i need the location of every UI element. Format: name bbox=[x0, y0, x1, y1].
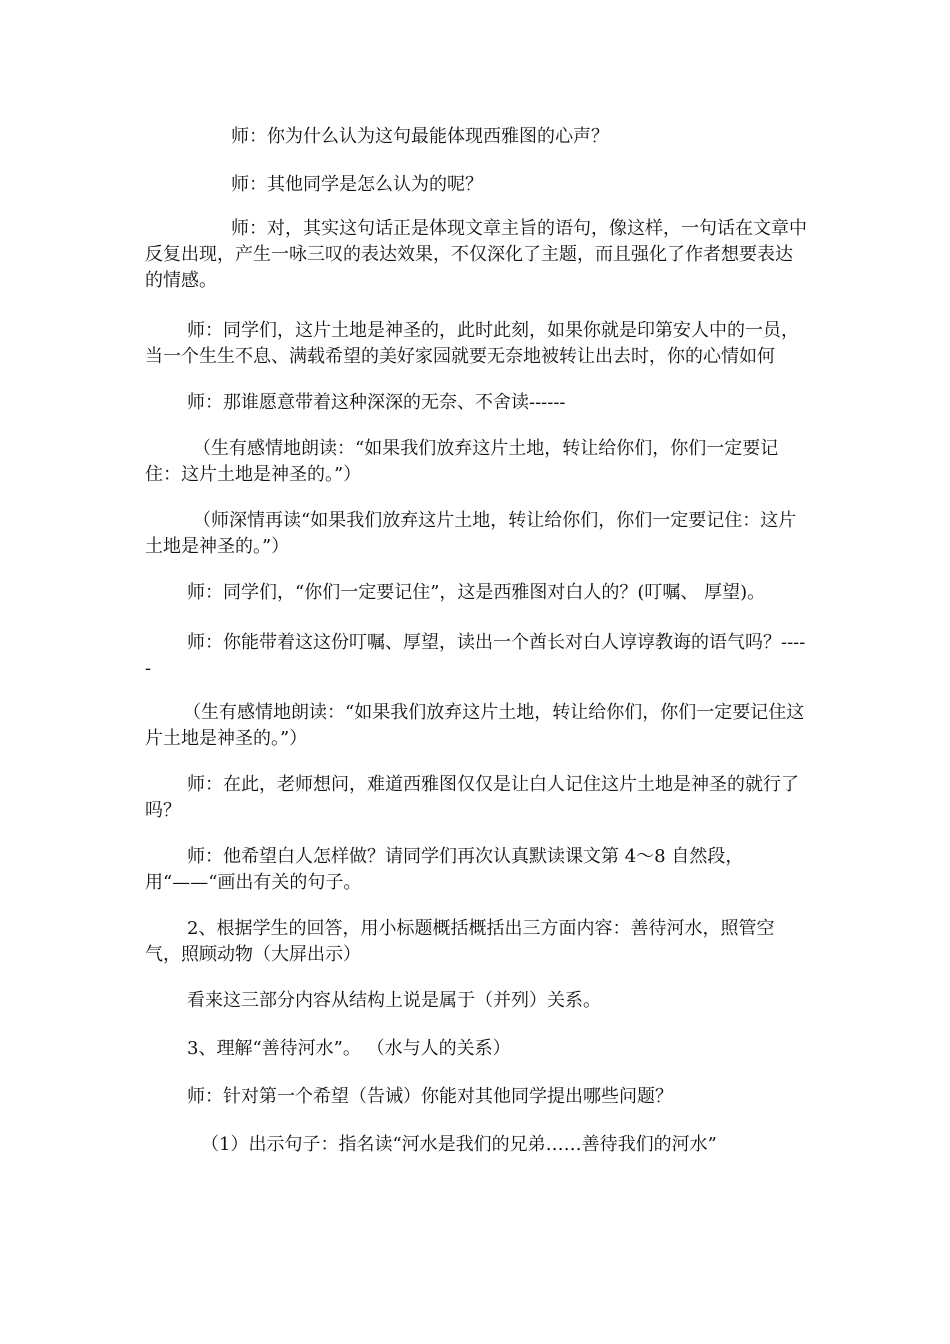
paragraph: 师：他希望白人怎样做？请同学们再次认真默读课文第 4～8 自然段，用“——“画出有关的句子。 bbox=[145, 846, 744, 893]
paragraph: 师：那谁愿意带着这种深深的无奈、不舍读------ bbox=[187, 392, 566, 413]
paragraph: （师深情再读“如果我们放弃这片土地，转让给你们，你们一定要记住：这片土地是神圣的。”） bbox=[145, 510, 797, 557]
paragraph: 师：对，其实这句话正是体现文章主旨的语句，像这样，一句话在文章中反复出现，产生一咏三叹的表达效果，不仅深化了主题，而且强化了作者想要表达的情感。 bbox=[145, 218, 807, 291]
paragraph: 3、理解“善待河水”。 （水与人的关系） bbox=[187, 1038, 511, 1059]
paragraph: 看来这三部分内容从结构上说是属于（并列）关系。 bbox=[187, 990, 601, 1011]
paragraph: （生有感情地朗读：“如果我们放弃这片土地，转让给你们，你们一定要记住：这片土地是神圣的。”） bbox=[145, 438, 779, 485]
paragraph: （1）出示句子：指名读“河水是我们的兄弟……善待我们的河水” bbox=[201, 1134, 717, 1155]
paragraph: 师：同学们，这片土地是神圣的，此时此刻，如果你就是印第安人中的一员，当一个生生不息、满载希望的美好家园就要无奈地被转让出去时，你的心情如何 bbox=[145, 320, 799, 367]
paragraph: 师：其他同学是怎么认为的呢？ bbox=[231, 174, 483, 195]
paragraph: 师：你能带着这这份叮嘱、厚望，读出一个酋长对白人谆谆教诲的语气吗？----- bbox=[145, 632, 806, 679]
paragraph: 师：针对第一个希望（告诫）你能对其他同学提出哪些问题？ bbox=[187, 1086, 673, 1107]
paragraph: 师：你为什么认为这句最能体现西雅图的心声？ bbox=[231, 126, 609, 147]
paragraph: （生有感情地朗读：“如果我们放弃这片土地，转让给你们，你们一定要记住这片土地是神圣的。”） bbox=[145, 702, 805, 749]
paragraph: 2、根据学生的回答，用小标题概括概括出三方面内容：善待河水，照管空气，照顾动物（大屏出示） bbox=[145, 918, 775, 965]
paragraph: 师：在此，老师想问，难道西雅图仅仅是让白人记住这片土地是神圣的就行了吗？ bbox=[145, 774, 799, 821]
paragraph: 师：同学们，“你们一定要记住”，这是西雅图对白人的？(叮嘱、 厚望)。 bbox=[187, 582, 766, 603]
